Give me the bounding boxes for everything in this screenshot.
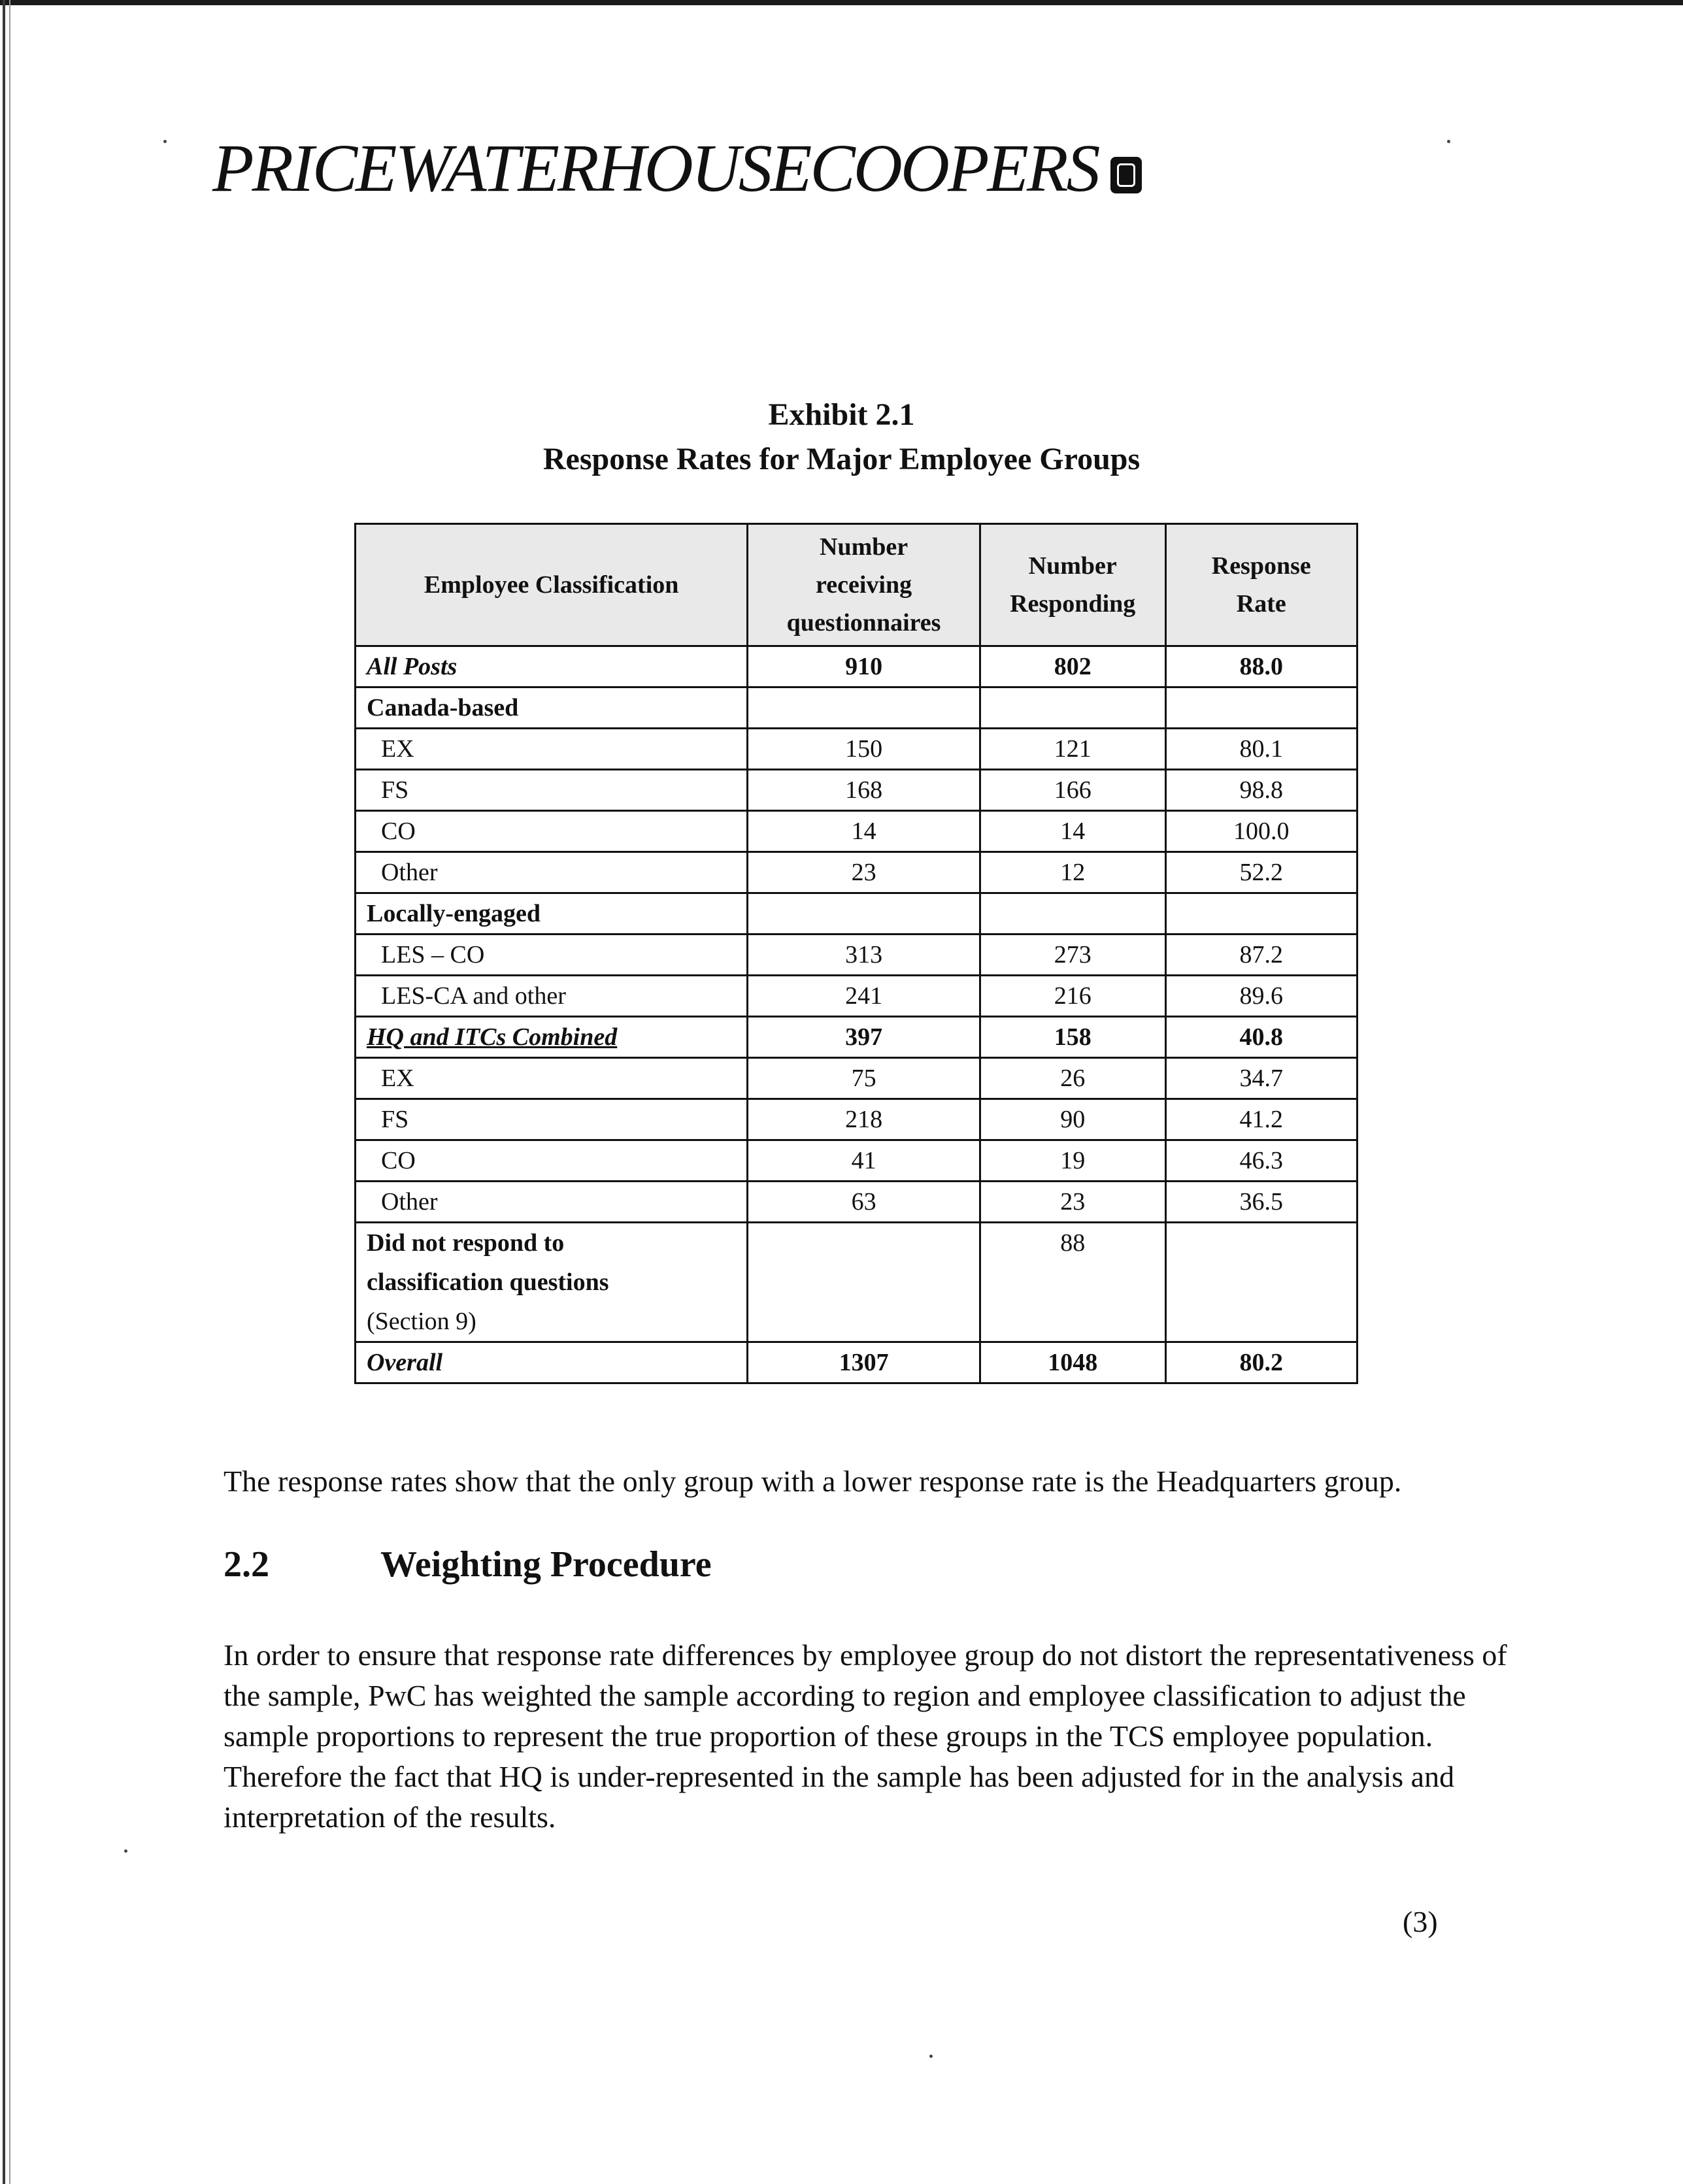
cell-responding: 14 bbox=[980, 811, 1165, 852]
cell-rate: 88.0 bbox=[1165, 646, 1357, 687]
table-row bbox=[356, 770, 1358, 811]
table-row-locally-engaged bbox=[356, 893, 1358, 935]
cell-rate: 46.3 bbox=[1165, 1140, 1357, 1182]
cell-rate: 80.1 bbox=[1165, 729, 1357, 770]
row-label: All Posts bbox=[356, 646, 748, 687]
section-number: 2.2 bbox=[224, 1544, 269, 1585]
cell-receiving: 14 bbox=[748, 811, 980, 852]
cell-rate: 36.5 bbox=[1165, 1182, 1357, 1223]
cell-receiving: 168 bbox=[748, 770, 980, 811]
cell-receiving: 23 bbox=[748, 852, 980, 893]
scan-speck bbox=[929, 2055, 933, 2058]
cell-rate: 100.0 bbox=[1165, 811, 1357, 852]
table-row bbox=[356, 935, 1358, 976]
cell-responding bbox=[980, 687, 1165, 729]
row-label: Overall bbox=[356, 1342, 748, 1383]
cell-rate: 87.2 bbox=[1165, 935, 1357, 976]
table-row bbox=[356, 852, 1358, 893]
table-row bbox=[356, 811, 1358, 852]
header-number-responding bbox=[980, 524, 1165, 646]
row-label: CO bbox=[356, 811, 748, 852]
row-label: EX bbox=[356, 729, 748, 770]
cell-responding: 273 bbox=[980, 935, 1165, 976]
cell-rate: 89.6 bbox=[1165, 976, 1357, 1017]
table-row-overall bbox=[356, 1342, 1358, 1383]
cell-rate bbox=[1165, 1223, 1357, 1342]
header-number-receiving bbox=[748, 524, 980, 646]
cell-receiving: 241 bbox=[748, 976, 980, 1017]
table-header-row bbox=[356, 524, 1358, 646]
header-receiving-line-2: receiving bbox=[816, 571, 912, 599]
table-row-all-posts bbox=[356, 646, 1358, 687]
cell-receiving: 63 bbox=[748, 1182, 980, 1223]
table-row bbox=[356, 1058, 1358, 1099]
paragraph-weighting: In order to ensure that response rate differences by employee group do not distort the representativeness of the sample, PwC has weighted the sample according to region and employee classification to adjust the sample proportions to represent the true proportion of these groups in the TCS employee population. Therefore the fact that HQ is under-represented in the sample has been adjusted for in the analysis and interpretation of the results. bbox=[224, 1638, 1507, 1834]
header-rate-line-2: Rate bbox=[1236, 590, 1286, 618]
table-row-hq-itcs bbox=[356, 1017, 1358, 1058]
exhibit-label: Exhibit 2.1 bbox=[768, 397, 915, 432]
cell-receiving: 1307 bbox=[748, 1342, 980, 1383]
cell-rate: 80.2 bbox=[1165, 1342, 1357, 1383]
scan-border-left-inner bbox=[9, 0, 10, 2184]
company-logo bbox=[212, 105, 1142, 206]
row-label: FS bbox=[356, 1099, 748, 1140]
header-receiving-line-1: Number bbox=[820, 533, 908, 561]
row-label: Canada-based bbox=[356, 687, 748, 729]
cell-receiving: 75 bbox=[748, 1058, 980, 1099]
cell-receiving: 150 bbox=[748, 729, 980, 770]
row-label: Locally-engaged bbox=[356, 893, 748, 935]
table-row-canada-based bbox=[356, 687, 1358, 729]
response-rates-table bbox=[354, 523, 1358, 1384]
cell-receiving: 910 bbox=[748, 646, 980, 687]
cell-receiving bbox=[748, 1223, 980, 1342]
cell-receiving bbox=[748, 893, 980, 935]
table-row-did-not-respond bbox=[356, 1223, 1358, 1342]
cell-responding: 216 bbox=[980, 976, 1165, 1017]
row-label bbox=[356, 1017, 748, 1058]
paragraph-response-rates: The response rates show that the only group with a lower response rate is the Headquarters group. bbox=[224, 1464, 1402, 1498]
cell-responding: 19 bbox=[980, 1140, 1165, 1182]
header-employee-classification bbox=[356, 524, 748, 646]
exhibit-title: Response Rates for Major Employee Groups bbox=[542, 442, 1141, 476]
row-label: CO bbox=[356, 1140, 748, 1182]
row-label: FS bbox=[356, 770, 748, 811]
cell-rate bbox=[1165, 687, 1357, 729]
row-label: EX bbox=[356, 1058, 748, 1099]
cell-receiving: 218 bbox=[748, 1099, 980, 1140]
cell-responding: 23 bbox=[980, 1182, 1165, 1223]
table-row bbox=[356, 1099, 1358, 1140]
cell-responding: 158 bbox=[980, 1017, 1165, 1058]
cell-responding: 90 bbox=[980, 1099, 1165, 1140]
cell-rate: 98.8 bbox=[1165, 770, 1357, 811]
scan-speck bbox=[124, 1849, 127, 1853]
scan-speck bbox=[1447, 140, 1450, 143]
header-responding-line-1: Number bbox=[1028, 552, 1117, 580]
row-label bbox=[356, 1223, 748, 1342]
table-row bbox=[356, 1140, 1358, 1182]
header-response-rate bbox=[1165, 524, 1357, 646]
cell-responding: 1048 bbox=[980, 1342, 1165, 1383]
scan-speck bbox=[163, 140, 167, 143]
header-responding-line-2: Responding bbox=[1010, 590, 1136, 618]
row-label: Other bbox=[356, 1182, 748, 1223]
cell-receiving: 397 bbox=[748, 1017, 980, 1058]
section-heading bbox=[224, 1544, 712, 1585]
section-title: Weighting Procedure bbox=[380, 1544, 712, 1585]
pwc-logo-mark-icon bbox=[1110, 157, 1142, 193]
cell-rate: 40.8 bbox=[1165, 1017, 1357, 1058]
table-row bbox=[356, 729, 1358, 770]
cell-rate: 52.2 bbox=[1165, 852, 1357, 893]
header-classification-text: Employee Classification bbox=[424, 571, 679, 599]
cell-responding bbox=[980, 893, 1165, 935]
table-row bbox=[356, 976, 1358, 1017]
header-rate-line-1: Response bbox=[1211, 552, 1311, 580]
cell-responding: 802 bbox=[980, 646, 1165, 687]
row-label: LES – CO bbox=[356, 935, 748, 976]
row-label-text: HQ and ITCs Combined bbox=[367, 1023, 618, 1051]
row-label: Other bbox=[356, 852, 748, 893]
cell-responding: 166 bbox=[980, 770, 1165, 811]
cell-responding: 12 bbox=[980, 852, 1165, 893]
cell-rate: 41.2 bbox=[1165, 1099, 1357, 1140]
logo-text: PRICEWATERHOUSECOOPERS bbox=[212, 131, 1099, 206]
cell-receiving: 313 bbox=[748, 935, 980, 976]
cell-responding: 26 bbox=[980, 1058, 1165, 1099]
row-label-line-1: Did not respond to bbox=[367, 1229, 565, 1257]
cell-receiving: 41 bbox=[748, 1140, 980, 1182]
cell-rate bbox=[1165, 893, 1357, 935]
row-label: LES-CA and other bbox=[356, 976, 748, 1017]
page-number: (3) bbox=[1403, 1905, 1438, 1938]
row-label-line-2: classification questions bbox=[367, 1268, 609, 1296]
cell-responding: 121 bbox=[980, 729, 1165, 770]
scan-border-left bbox=[3, 0, 5, 2184]
header-receiving-line-3: questionnaires bbox=[786, 609, 941, 637]
table-row bbox=[356, 1182, 1358, 1223]
scan-border-top bbox=[0, 0, 1683, 5]
cell-responding: 88 bbox=[980, 1223, 1165, 1342]
cell-rate: 34.7 bbox=[1165, 1058, 1357, 1099]
cell-receiving bbox=[748, 687, 980, 729]
row-label-line-3: (Section 9) bbox=[367, 1308, 476, 1335]
